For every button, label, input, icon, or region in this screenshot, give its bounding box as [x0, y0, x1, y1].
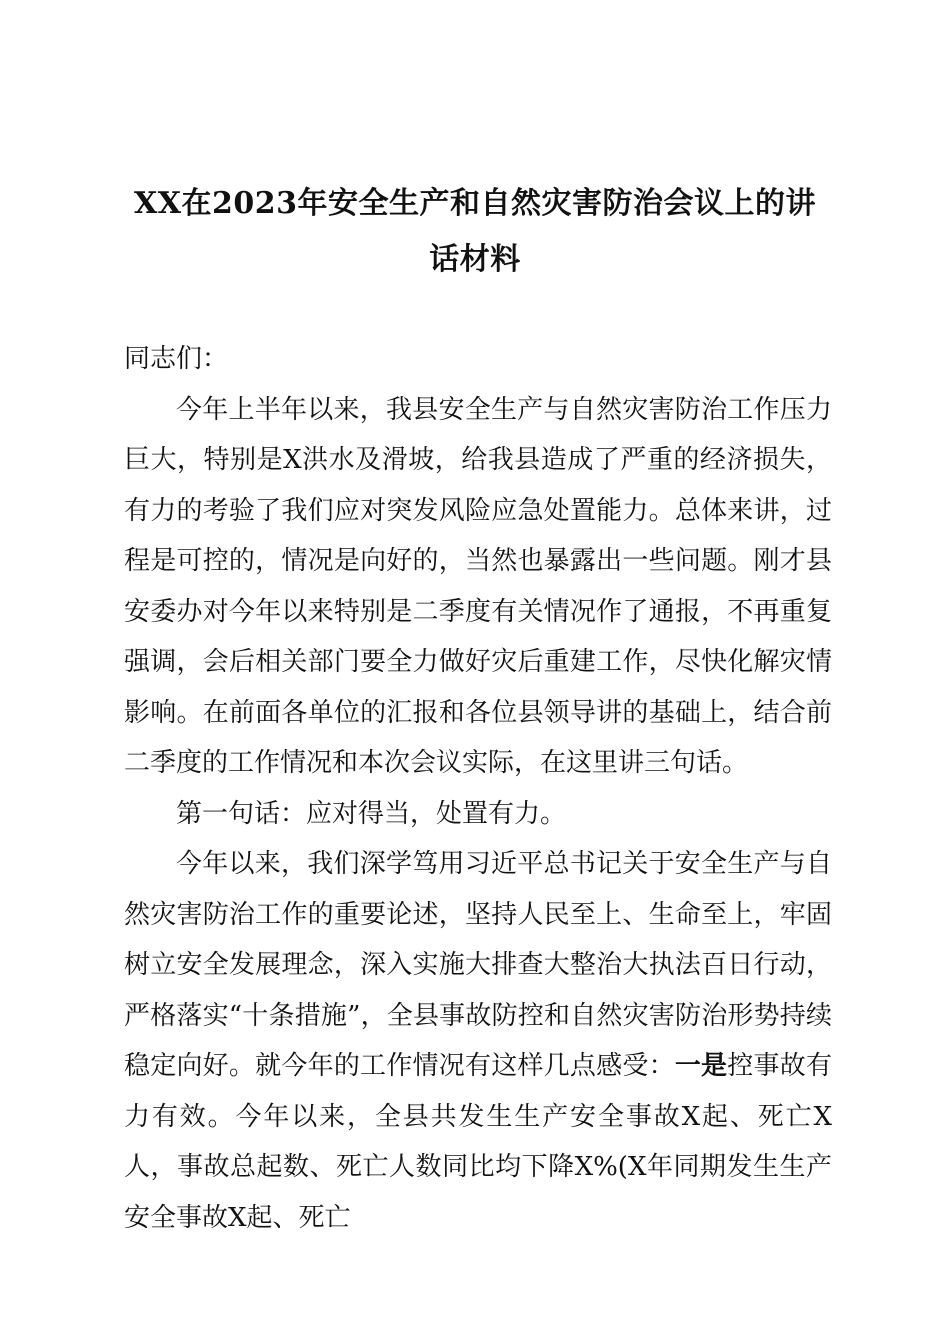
salutation: 同志们： [124, 344, 229, 374]
document-title: XX在2023年安全生产和自然灾害防治会议上的讲话材料 [133, 186, 817, 277]
paragraph-text-before-emphasis: 今年以来，我们深学笃用习近平总书记关于安全生产与自然灾害防治工作的重要论述，坚持人民至上、生命至上，牢固树立安全发展理念，深入实施大排查大整治大执法百日行动，严格落实“十条措施”，全县事故防控和自然灾害防治形势持续稳定向好。就今年的工作情况有这样几点感受： [124, 849, 832, 1081]
paragraph-first-point-heading: 第一句话：应对得当，处置有力。 [176, 798, 567, 829]
document-body [124, 334, 832, 1243]
paragraph-first-point-body [124, 839, 832, 1243]
paragraph-intro: 今年上半年以来，我县安全生产与自然灾害防治工作压力巨大，特别是X洪水及滑坡，给我县造成了严重的经济损失，有力的考验了我们应对突发风险应急处置能力。总体来讲，过程是可控的，情况是向好的，当然也暴露出一些问题。刚才县安委办对今年以来特别是二季度有关情况作了通报，不再重复强调，会后相关部门要全力做好灾后重建工作，尽快化解灾情影响。在前面各单位的汇报和各位县领导讲的基础上，结合前二季度的工作情况和本次会议实际，在这里讲三句话。 [124, 394, 832, 778]
paragraph-text-after-emphasis: 控事故有力有效。今年以来，全县共发生生产安全事故X起、死亡X人，事故总起数、死亡人数同比均下降X%(X年同期发生生产安全事故X起、死亡 [124, 1051, 832, 1233]
emphasis-first-item: 一是 [674, 1051, 728, 1081]
